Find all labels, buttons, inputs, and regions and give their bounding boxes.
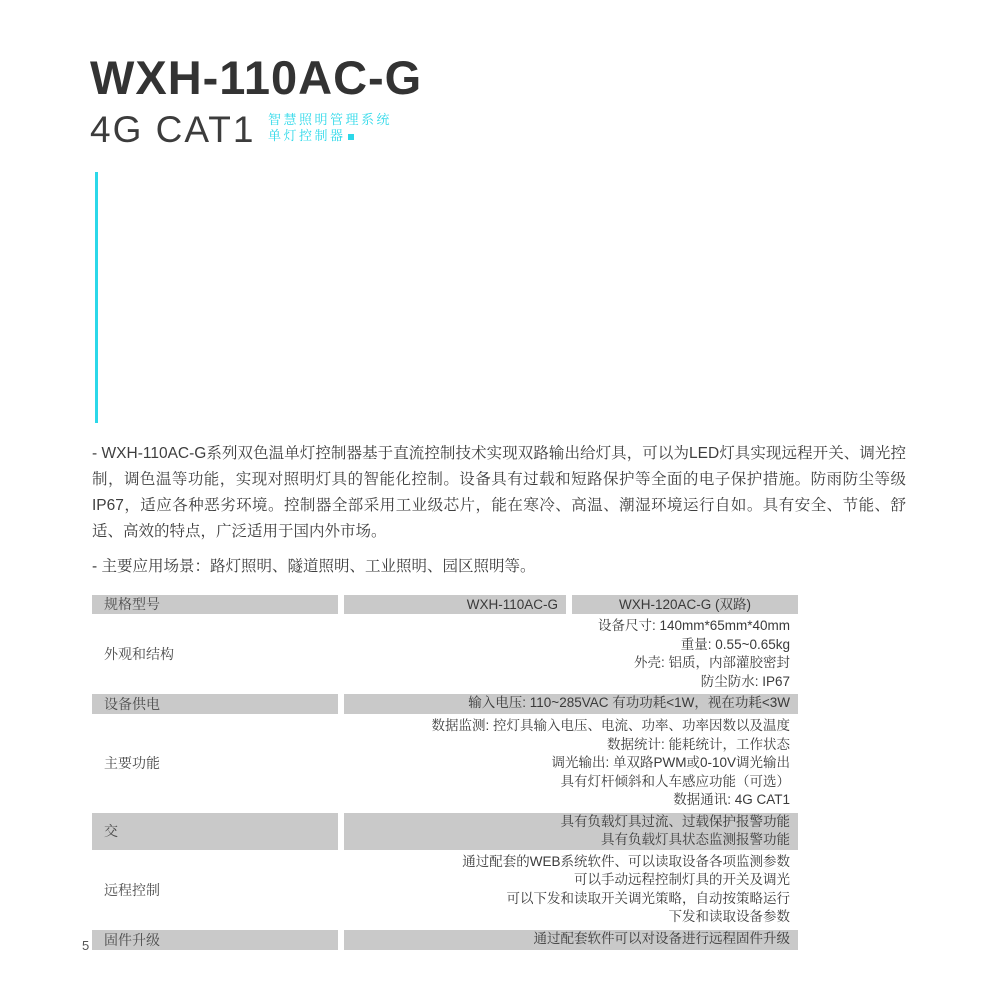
spec-value-line: 设备尺寸: 140mm*65mm*40mm (597, 618, 790, 633)
spec-value-line: 具有负载灯具过流、过载保护报警功能 (560, 813, 790, 829)
spec-row (92, 853, 798, 927)
spec-row-values (344, 813, 798, 850)
spec-value-line: 防尘防水: IP67 (700, 673, 790, 689)
spec-value-line: 重量: 0.55~0.65kg (680, 636, 790, 652)
page-number: 5 (82, 938, 90, 953)
spec-row-label: 设备供电 (92, 694, 338, 714)
page-footer (82, 938, 89, 953)
spec-row-label: 交 (92, 813, 338, 850)
page-title: WXH-110AC-G (90, 51, 423, 104)
spec-row (92, 617, 798, 691)
spec-row (92, 717, 798, 810)
spec-table-header-row (92, 595, 798, 614)
product-subtitle: 4G CAT1 (90, 109, 256, 150)
spec-value-line: 可以手动远程控制灯具的开关及调光 (574, 872, 790, 887)
spec-header-model-2: WXH-120AC-G (双路) (572, 595, 798, 614)
spec-value-line: 数据通讯: 4G CAT1 (673, 792, 790, 807)
tagline-line-2-row (268, 128, 392, 144)
tagline-line-2: 单灯控制器 (268, 128, 346, 143)
spec-row-label: 远程控制 (104, 881, 160, 898)
spec-row (92, 694, 798, 714)
applications-paragraph: - 主要应用场景：路灯照明、隧道照明、工业照明、园区照明等。 (92, 558, 536, 575)
intro-paragraph: - WXH-110AC-G系列双色温单灯控制器基于直流控制技术实现双路输出给灯具，可以为LED灯具实现远程开关、调光控制，调色温等功能，实现对照明灯具的智能化控制。设备具有过载和短路保护等全面的电子保护措施。防雨防尘等级IP67，适应各种恶劣环境。控制器全部采用工业级芯片，能在寒冷、高温、潮湿环境运行自如。具有安全、节能、舒适、高效的特点，广泛适用于国内外市场。 (92, 445, 906, 540)
spec-header-model-1: WXH-110AC-G (344, 595, 566, 614)
spec-table (92, 595, 798, 950)
spec-table-body (92, 617, 798, 950)
spec-value-line: 下发和读取设备参数 (668, 909, 790, 924)
spec-value-line: 具有负载灯具状态监测报警功能 (601, 832, 790, 847)
spec-value-line: 可以下发和读取开关调光策略，自动按策略运行 (506, 890, 790, 906)
spec-row-values (344, 717, 798, 810)
spec-row-values (344, 930, 798, 950)
spec-value-line: 通过配套的WEB系统软件、可以读取设备各项监测参数 (462, 853, 790, 869)
spec-value-line: 外壳: 铝质，内部灌胶密封 (633, 655, 790, 670)
tagline-line-1: 智慧照明管理系统 (268, 112, 393, 127)
spec-row-label: 固件升级 (92, 930, 338, 950)
product-tagline (268, 112, 392, 144)
intro-section (92, 441, 906, 580)
spec-row-values (344, 617, 798, 691)
spec-row-label: 主要功能 (104, 755, 160, 772)
spec-value-line: 数据监测: 控灯具输入电压、电流、功率、功率因数以及温度 (431, 718, 790, 733)
spec-row (92, 930, 798, 950)
accent-vertical-line (95, 172, 98, 423)
square-bullet-icon (348, 134, 354, 140)
spec-header-label: 规格型号 (92, 595, 338, 614)
spec-value-line: 调光输出: 单双路PWM或0-10V调光输出 (551, 755, 790, 770)
spec-row-values (344, 694, 798, 714)
spec-row (92, 813, 798, 850)
spec-value-line: 通过配套软件可以对设备进行远程固件升级 (533, 930, 790, 946)
spec-row-label: 外观和结构 (104, 646, 174, 662)
spec-value-line: 数据统计: 能耗统计，工作状态 (606, 736, 790, 752)
spec-row-values (344, 853, 798, 927)
spec-value-line: 具有灯杆倾斜和人车感应功能（可选） (560, 773, 790, 789)
spec-value-line: 输入电压: 110~285VAC 有功功耗<1W，视在功耗<3W (468, 695, 790, 710)
